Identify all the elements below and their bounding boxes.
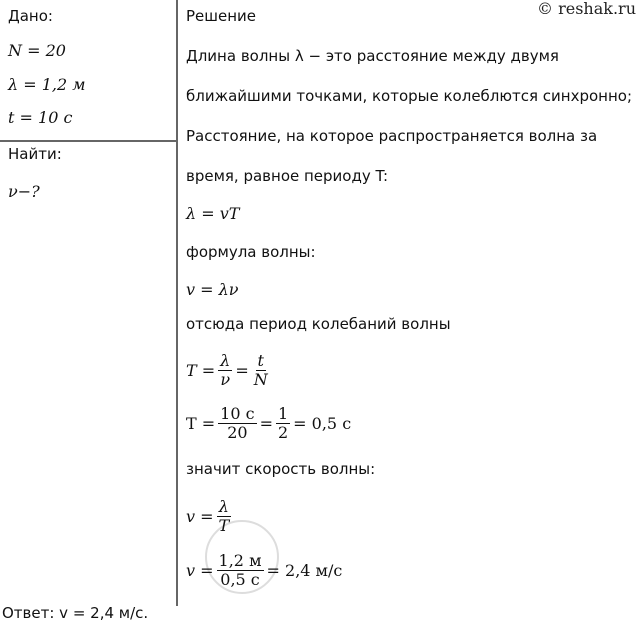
formula-lhs: v =	[186, 506, 214, 526]
fraction	[218, 405, 256, 443]
formula-period	[186, 352, 273, 390]
equals: =	[259, 413, 273, 433]
formula-lhs: T =	[186, 360, 216, 380]
fraction	[217, 498, 232, 536]
given-n: N = 20	[8, 41, 66, 60]
formula-lhs: T =	[186, 413, 216, 433]
formula-period-value	[186, 405, 351, 443]
solution-text: отсюда период колебаний волны	[186, 315, 451, 333]
given-title: Дано:	[8, 7, 53, 25]
numerator: 10 с	[220, 404, 255, 423]
solution-text: время, равное периоду T:	[186, 167, 389, 185]
solution-text: ближайшими точками, которые колеблются синхронно;	[186, 87, 633, 105]
numerator: t	[257, 351, 264, 370]
denominator: N	[253, 370, 268, 390]
denominator: ν	[220, 370, 231, 390]
formula-wavelength: λ = vT	[186, 204, 240, 223]
formula-lhs: v =	[186, 560, 214, 580]
find-nu: ν−?	[8, 182, 40, 201]
fraction	[252, 352, 270, 390]
fraction	[217, 552, 264, 590]
solution-text: Длина волны λ − это расстояние между двумя	[186, 47, 559, 65]
fraction	[276, 405, 290, 443]
result: = 2,4 м/с	[266, 560, 343, 580]
solution-text: Расстояние, на которое распространяется волна за	[186, 127, 598, 145]
formula-speed-value	[186, 552, 342, 590]
numerator: λ	[220, 351, 231, 370]
denominator: T	[218, 516, 230, 536]
solution-text: значит скорость волны:	[186, 460, 376, 478]
solution-text: формула волны:	[186, 243, 316, 261]
formula-speed-ratio	[186, 498, 234, 536]
numerator: 1	[277, 404, 289, 423]
numerator: λ	[218, 497, 229, 516]
formula-speed: v = λν	[186, 280, 239, 299]
copyright-watermark: © reshak.ru	[537, 0, 636, 18]
find-title: Найти:	[8, 145, 62, 163]
answer: Ответ: v = 2,4 м/с.	[2, 604, 149, 622]
denominator: 2	[277, 423, 289, 443]
equals: =	[235, 360, 249, 380]
numerator: 1,2 м	[218, 551, 262, 570]
solution-title: Решение	[186, 7, 257, 25]
result: = 0,5 c	[293, 413, 352, 433]
given-find-divider	[0, 140, 177, 142]
given-t: t = 10 с	[8, 108, 73, 127]
denominator: 20	[227, 423, 248, 443]
given-lambda: λ = 1,2 м	[8, 75, 86, 94]
denominator: 0,5 с	[220, 570, 260, 590]
column-divider	[176, 0, 178, 606]
fraction	[218, 352, 232, 390]
